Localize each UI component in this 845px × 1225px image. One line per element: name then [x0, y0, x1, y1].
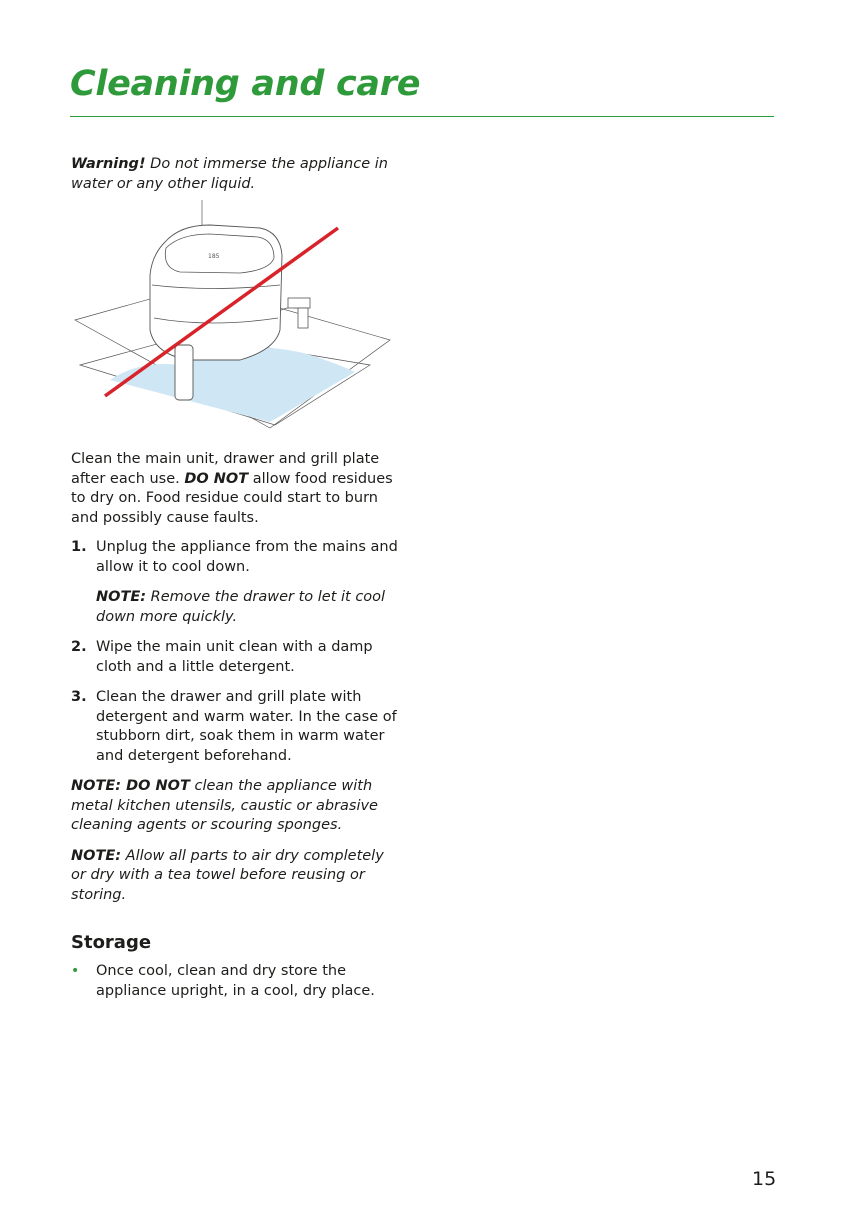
control-panel-display: 185 — [208, 253, 220, 260]
step-item — [71, 688, 401, 766]
step-text: Wipe the main unit clean with a damp cloth and a little detergent. — [96, 639, 373, 675]
note-text: Allow all parts to air dry completely or dry with a tea towel before reusing or storing. — [71, 847, 384, 903]
step-number: 3. — [71, 689, 87, 705]
note-label: NOTE: DO NOT — [71, 778, 190, 794]
title-divider — [70, 116, 774, 117]
bullet-icon: • — [71, 963, 80, 979]
note-paragraph — [71, 847, 401, 906]
intro-text-before: Clean the main unit, drawer and grill plate after each use. — [71, 451, 380, 487]
note-text: clean the appliance with metal kitchen utensils, caustic or abrasive cleaning agents or scouring sponges. — [71, 778, 378, 833]
intro-text-after: allow food residues to dry on. Food residue could start to burn and possibly cause faults. — [71, 470, 393, 526]
page-number: 15 — [752, 1168, 777, 1190]
warning-text: Do not immerse the appliance in water or any other liquid. — [71, 156, 388, 192]
step-note-label: NOTE: — [96, 589, 147, 605]
storage-heading: Storage — [71, 932, 152, 953]
note-label: NOTE: — [71, 847, 122, 864]
step-note-text: Remove the drawer to let it cool down more quickly. — [96, 589, 386, 625]
page-title: Cleaning and care — [70, 64, 421, 104]
step-item — [71, 638, 401, 677]
storage-item-text: Once cool, clean and dry store the appliance upright, in a cool, dry place. — [96, 963, 375, 999]
step-number: 1. — [71, 539, 87, 555]
plug-icon — [288, 298, 310, 308]
step-item — [71, 538, 401, 627]
warning-label: Warning! — [71, 156, 146, 172]
intro-emphasis: DO NOT — [184, 470, 249, 487]
step-text: Unplug the appliance from the mains and allow it to cool down. — [96, 539, 398, 575]
step-number: 2. — [71, 639, 87, 655]
storage-item — [71, 962, 401, 1001]
storage-list — [71, 962, 401, 1012]
drawer-handle-icon — [175, 345, 193, 400]
air-fryer-no-immersion-illustration — [70, 200, 400, 445]
step-note — [96, 588, 401, 627]
warning-paragraph — [71, 155, 401, 194]
note-paragraph — [71, 777, 401, 836]
cleaning-steps — [71, 538, 401, 916]
intro-paragraph — [71, 450, 401, 528]
step-text: Clean the drawer and grill plate with detergent and warm water. In the case of stubborn dirt, soak them in warm water and detergent beforehand. — [96, 689, 397, 764]
